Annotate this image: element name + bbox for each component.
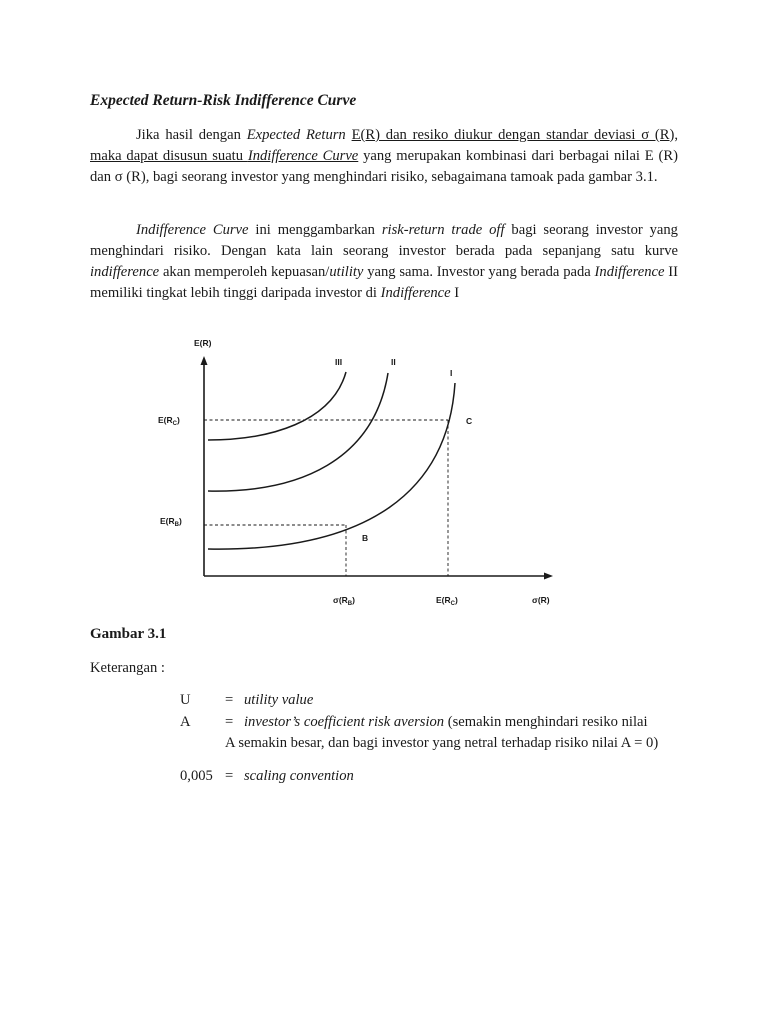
legend-rest: (semakin menghindari resiko nilai (444, 714, 648, 730)
paragraph-1 (90, 125, 678, 188)
x-axis-arrow (544, 573, 553, 580)
curve-label-ii: II (391, 357, 396, 367)
p2-term-indifference: indifference (90, 264, 160, 280)
keterangan-label: Keterangan : (90, 660, 165, 676)
legend-equals: = (225, 768, 234, 784)
y-axis-arrow (201, 356, 208, 365)
legend-description-line2: A semakin besar, dan bagi investor yang netral terhadap risiko nilai A = 0) (225, 735, 659, 751)
point-label-c: C (466, 416, 473, 426)
p1-term-indifference-curve: Indifference Curve (247, 148, 359, 164)
y-tick-erc: $E(R_C)$ (158, 415, 180, 427)
legend-description (244, 768, 354, 785)
paragraph-2 (90, 220, 678, 304)
legend-symbol: A (180, 714, 191, 730)
legend-row-scaling (0, 768, 768, 788)
p1-term-expected-return: Expected Return (246, 127, 346, 143)
legend-term: investor’s coefficient risk aversion (244, 714, 445, 730)
p2-text-4: yang sama. Investor yang berada pada (363, 264, 595, 280)
indifference-curve-ii (208, 373, 388, 491)
legend-equals: = (225, 714, 234, 730)
legend-term: utility value (244, 692, 314, 708)
legend-symbol: 0,005 (180, 768, 213, 784)
legend-row-u (0, 692, 768, 712)
figure-caption: Gambar 3.1 (90, 626, 167, 642)
p2-text-5: II memiliki tingkat lebih tinggi daripada investor di (90, 264, 679, 301)
y-tick-erb: $E(R_B)$ (160, 516, 182, 528)
x-tick-erc: $E(R_C)$ (436, 595, 458, 607)
x-tick-sigma-rb: $\sigma(R_B)$ (333, 595, 355, 607)
curve-label-iii: III (335, 357, 343, 367)
legend-description (244, 692, 313, 709)
legend-term: scaling convention (244, 768, 354, 784)
legend-row-a (0, 714, 768, 754)
legend-description (244, 714, 648, 731)
y-axis-label: E(R) (194, 338, 212, 348)
p2-text-1: ini menggambarkan (248, 222, 382, 238)
p2-term-indifference-2: Indifference (594, 264, 665, 280)
indifference-curve-figure (150, 330, 570, 612)
indifference-curve-iii (208, 372, 346, 440)
p2-text-6: I (450, 285, 460, 301)
point-label-b: B (362, 533, 369, 543)
x-axis-label: σ(R) (532, 595, 550, 605)
p2-term-utility: utility (329, 264, 364, 280)
p1-text-2: yang merupakan kombinasi dari berbagai nilai E (R) dan σ (R), bagi seorang investor yang menghindari risiko, sebagaimana tamoak pada gambar 3.1. (90, 148, 678, 185)
section-heading: Expected Return-Risk Indifference Curve (90, 92, 357, 109)
legend-equals: = (225, 692, 234, 708)
p2-text-2: bagi seorang investor yang menghindari risiko. Dengan kata lain seorang investor berada pada sepanjang satu kurve (90, 222, 678, 259)
curve-label-i: I (450, 368, 453, 378)
p1-text-1: Jika hasil dengan (136, 127, 247, 143)
p2-term-indifference-3: Indifference (380, 285, 451, 301)
p2-text-3: akan memperoleh kepuasan/ (159, 264, 330, 280)
indifference-curve-i (208, 383, 455, 549)
p2-term-indifference-curve: Indifference Curve (136, 222, 249, 238)
p2-term-risk-return: risk-return trade off (381, 222, 505, 238)
p1-underlined-text: E(R) dan resiko diukur dengan standar deviasi σ (R), maka dapat disusun suatu (90, 127, 679, 164)
legend-symbol: U (180, 692, 191, 708)
